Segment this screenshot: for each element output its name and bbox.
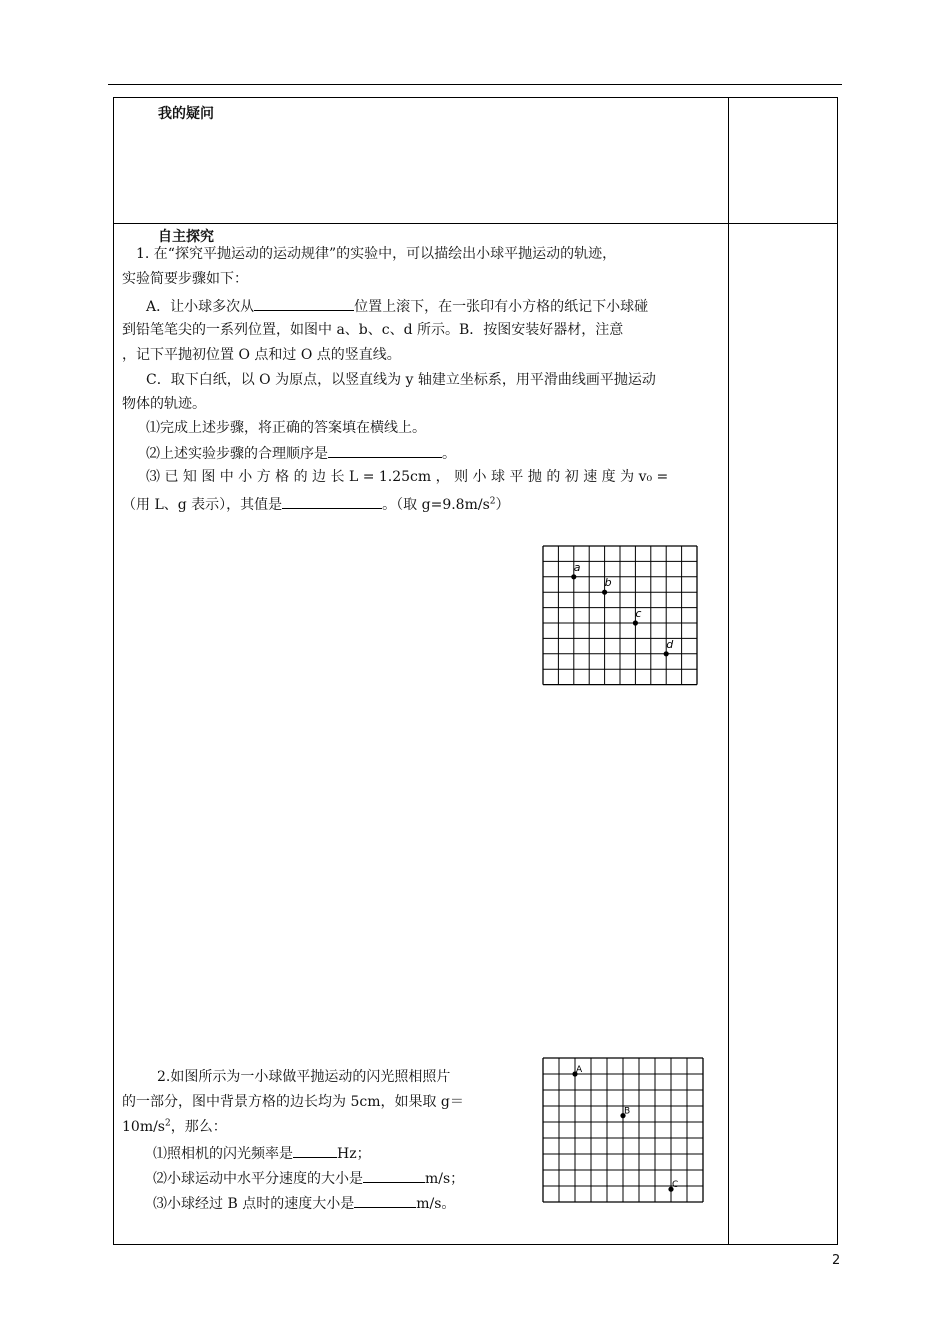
q2-horizontal-text: ⑵小球运动中水平分速度的大小是 [153,1171,363,1187]
table-row-divider [114,223,837,224]
section-title-explore: 自主探究 [158,229,214,245]
q1-g-exponent: 2 [489,496,496,507]
q1-line-6: C．取下白纸，以 O 为原点，以竖直线为 y 轴建立坐标系，用平滑曲线画平抛运动 [146,372,656,388]
q1-point-c [633,620,638,625]
q1-line-11 [122,495,510,513]
header-rule [108,84,842,85]
q2-line-6 [153,1194,455,1212]
q2-speed-b-unit: m/s。 [416,1196,456,1212]
q2-speed-b-text: ⑶小球经过 B 点时的速度大小是 [153,1196,355,1212]
q2-answer-blank-horizontal[interactable] [363,1169,425,1183]
q1-point-a [571,574,576,579]
q1-answer-blank-position[interactable] [254,297,354,311]
q1-step-a-text-2: 位置上滚下，在一张印有小方格的纸记下小球碰 [354,299,649,315]
q2-point-label-a: A [576,1065,583,1075]
q1-order-text: ⑵上述实验步骤的合理顺序是 [146,446,328,462]
q1-point-b [602,590,607,595]
table-column-divider [728,98,729,1244]
q2-g-tail: ，那么： [170,1119,227,1135]
q2-answer-blank-frequency[interactable] [293,1144,337,1158]
q2-line-2: 的一部分，图中背景方格的边长均为 5cm，如果取 g＝ [122,1094,464,1110]
q1-point-label-b: b [604,576,612,590]
section-title-questions: 我的疑问 [158,106,214,122]
q2-g-value: 10m/s [122,1119,165,1135]
q1-velocity-text: （用 L、g 表示），其值是 [122,497,283,513]
q1-line-10: ⑶ 已 知 图 中 小 方 格 的 边 长 L = 1.25cm ， 则 小 球 平 抛 的 初 速 度 为 v₀ = [146,469,669,485]
q1-line-4: 到铅笔笔尖的一系列位置，如图中 a、b、c、d 所示。B．按图安装好器材，注意 [122,322,624,338]
q2-horizontal-unit: m/s； [425,1171,465,1187]
page-number: 2 [832,1253,841,1268]
q1-line-1: 1. 在“探究平抛运动的运动规律”的实验中，可以描绘出小球平抛运动的轨迹， [136,246,617,262]
q1-line-8: ⑴完成上述步骤，将正确的答案填在横线上。 [146,420,426,436]
q1-line-3 [146,297,648,315]
q1-point-d [664,651,669,656]
q2-line-5 [153,1169,464,1187]
q1-g-text: 。（取 g=9.8m/s [382,497,490,513]
q2-point-label-b: B [624,1106,631,1117]
q1-order-end: 。 [442,446,456,462]
q2-line-1: 2.如图所示为一小球做平抛运动的闪光照相照片 [157,1069,451,1085]
q1-point-label-a: a [573,560,581,574]
q1-answer-blank-order[interactable] [328,444,442,458]
q1-step-a-text: A．让小球多次从 [146,299,255,315]
q1-line-2: 实验简要步骤如下： [122,271,248,287]
q1-point-label-d: d [666,637,674,651]
q2-frequency-unit: Hz； [337,1146,371,1162]
q2-frequency-text: ⑴照相机的闪光频率是 [153,1146,293,1162]
q1-point-label-c: c [635,607,642,620]
q1-answer-blank-value[interactable] [282,495,382,509]
q1-grid-figure [542,545,698,691]
q1-line-9 [146,444,456,462]
q2-g-exponent: 2 [165,1118,171,1129]
q1-g-close: ） [495,497,510,513]
q2-answer-blank-speed-b[interactable] [354,1194,416,1208]
q2-point-label-c: C [672,1180,679,1191]
q2-line-4 [153,1144,371,1162]
q1-line-5: ，记下平抛初位置 O 点和过 O 点的竖直线。 [122,347,401,363]
q2-grid-figure [542,1057,704,1203]
q2-line-3 [122,1119,227,1135]
q1-line-7: 物体的轨迹。 [122,396,206,412]
